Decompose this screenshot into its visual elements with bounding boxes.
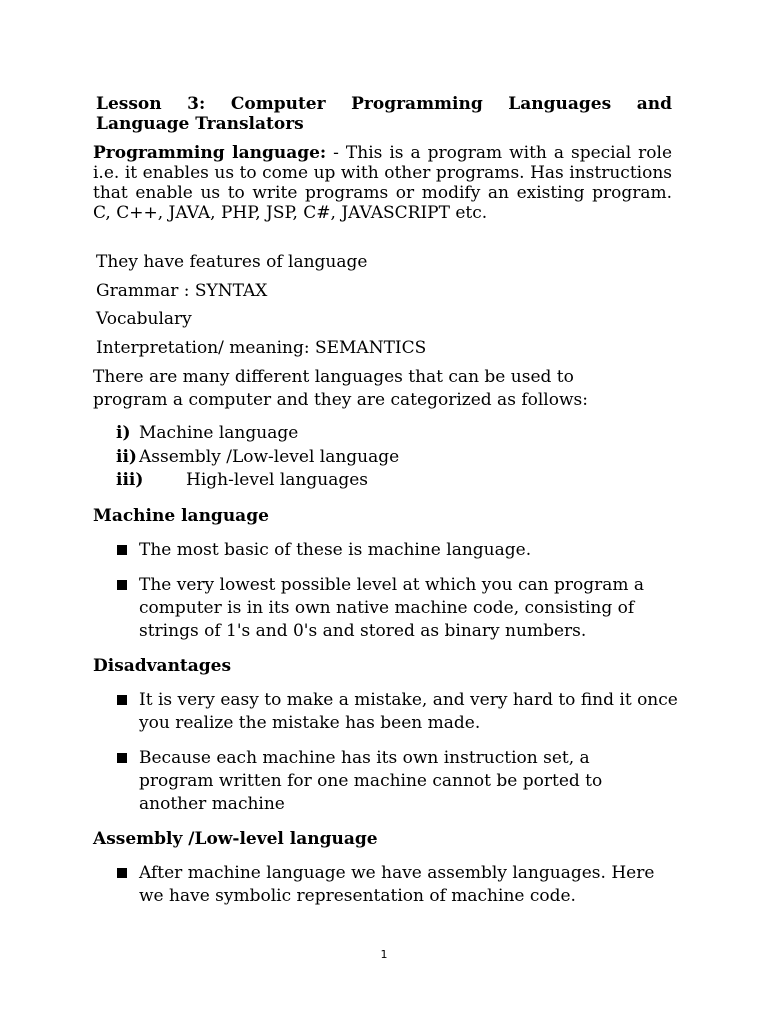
bullet-text: Because each machine has its own instruction set, a program written for one machine cannot be ported to another machine [139,748,603,814]
definition-term: Programming language: [93,143,327,163]
section-heading-machine-language: Machine language [93,506,269,526]
list-number: i) [116,423,131,443]
page-number: 1 [380,948,388,961]
bullet-text: After machine language we have assembly languages. Here we have symbolic representation of machine code. [139,863,655,906]
bullet-text: It is very easy to make a mistake, and very hard to find it once you realize the mistake has been made. [139,690,678,733]
list-item-label: High-level languages [186,470,368,490]
square-bullet-icon [117,580,127,590]
square-bullet-icon [117,868,127,878]
categories-intro-line-1: There are many different languages that can be used to [93,367,574,387]
square-bullet-icon [117,545,127,555]
programming-language-definition [93,143,672,223]
bullet-text: The very lowest possible level at which you can program a computer is in its own native machine code, consisting of strings of 1's and 0's and stored as binary numbers. [139,575,645,641]
list-item-label: Machine language [139,423,299,443]
feature-interpretation: Interpretation/ meaning: SEMANTICS [96,338,427,358]
definition-text: - This is a program with a special role i.e. it enables us to come up with other programs. Has instructions that enable us to write programs or modify an existing program. C, C++, JAVA, PHP, JSP, C#, JAVASCRIPT etc. [93,143,673,223]
list-number: iii) [116,470,144,490]
section-heading-disadvantages: Disadvantages [93,656,232,676]
lesson-title-line-1: Lesson 3: Computer Programming Languages and [96,94,672,114]
features-lead: They have features of language [96,252,368,272]
bullet-text: The most basic of these is machine language. [139,540,532,560]
square-bullet-icon [117,695,127,705]
feature-vocabulary: Vocabulary [96,309,192,329]
categories-intro-line-2: program a computer and they are categorized as follows: [93,390,588,410]
list-number: ii) [116,447,137,467]
list-item-label: Assembly /Low-level language [139,447,400,467]
section-heading-assembly: Assembly /Low-level language [93,829,378,849]
feature-grammar: Grammar : SYNTAX [96,281,268,301]
square-bullet-icon [117,753,127,763]
lesson-title-line-2: Language Translators [96,114,304,134]
